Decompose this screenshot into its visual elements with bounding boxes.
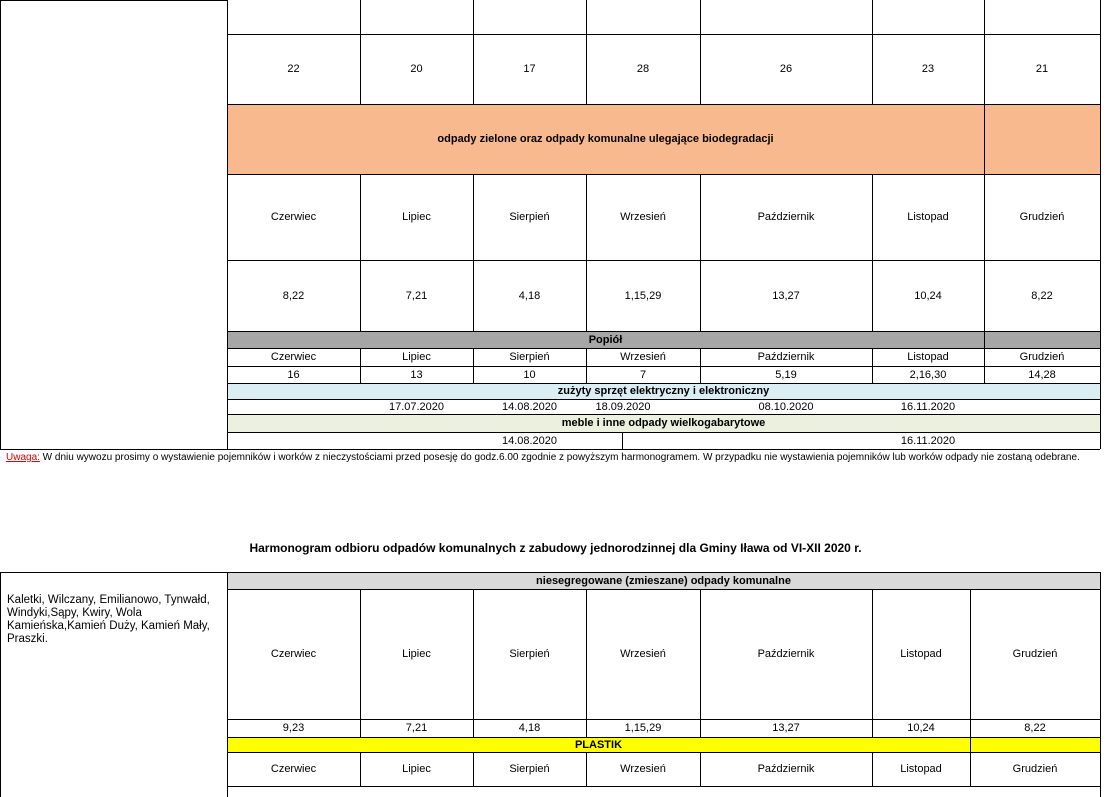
grid-line [473, 348, 474, 383]
month-cell: Czerwiec [270, 211, 317, 223]
furniture-header: meble i inne odpady wielkogabarytowe [561, 417, 766, 429]
electronics-date: 08.10.2020 [758, 400, 814, 413]
grid-line [473, 0, 474, 104]
grid-line [227, 104, 1100, 105]
ash-date: 10 [523, 368, 536, 381]
top-row-cell: 28 [636, 63, 650, 75]
grid-line [970, 752, 971, 786]
grid-line [984, 104, 985, 174]
ash-header: Popiół [588, 333, 623, 346]
grid-line [700, 752, 701, 786]
month-cell: Listopad [900, 763, 942, 775]
electronics-date: 16.11.2020 [900, 400, 956, 413]
grid-line [970, 737, 971, 752]
mixed-date: 8,22 [1024, 722, 1046, 734]
mixed-header: niesegregowane (zmieszane) odpady komunalne [536, 574, 791, 587]
grid-line [360, 348, 361, 383]
month-cell: Lipiec [402, 351, 431, 363]
mixed-date: 1,15,29 [624, 722, 662, 734]
ash-date: 7 [639, 368, 647, 381]
grid-line [0, 0, 227, 1]
mixed-date: 10,24 [907, 722, 935, 734]
ash-date: 2,16,30 [909, 368, 947, 381]
grid-line [227, 572, 228, 797]
month-cell: Listopad [900, 648, 942, 660]
grid-line [227, 432, 1100, 433]
grid-line [360, 589, 361, 737]
top-row-cell: 21 [1035, 63, 1049, 75]
note-text: W dniu wywozu prosimy o wystawienie pojemników i worków z nieczystościami przed posesję do godz.6.00 zgodnie z powyższym harmonogramem. W przypadku nie wystawienia pojemników lub worków odpady nie zostaną odebrane. [39, 452, 1080, 463]
note-label: Uwaga: [6, 452, 40, 463]
grid-line [227, 366, 1100, 367]
mixed-date: 13,27 [772, 722, 800, 734]
plastic-header: PLASTIK [574, 738, 623, 751]
green-waste-date: 1,15,29 [624, 289, 662, 302]
grid-line [227, 331, 1100, 332]
electronics-date: 14.08.2020 [501, 400, 558, 413]
grid-line [227, 383, 1100, 384]
month-cell: Sierpień [509, 351, 550, 363]
month-cell: Listopad [907, 351, 949, 363]
green-waste-date: 8,22 [282, 289, 305, 302]
grid-line [622, 432, 623, 449]
schedule-title: Harmonogram odbioru odpadów komunalnych z zabudowy jednorodzinnej dla Gminy Iława od VI-XII 2020 r. [249, 541, 862, 555]
plastic-header-band [970, 737, 1100, 752]
grid-line [872, 752, 873, 786]
month-cell: Grudzień [1012, 648, 1058, 660]
electronics-date: 17.07.2020 [388, 400, 445, 413]
month-cell: Październik [757, 351, 815, 363]
grid-line [0, 572, 1100, 573]
furniture-date: 16.11.2020 [900, 434, 956, 447]
grid-line [984, 348, 985, 383]
grid-line [586, 0, 587, 104]
grid-line [0, 0, 1, 449]
grid-line [872, 348, 873, 383]
month-cell: Czerwiec [270, 763, 317, 775]
month-cell: Wrzesień [620, 211, 666, 223]
top-row-cell: 20 [410, 63, 423, 75]
top-row-cell: 22 [287, 63, 300, 75]
grid-line [970, 589, 971, 737]
grid-line [872, 174, 873, 331]
grid-line [227, 0, 228, 449]
grid-line [473, 174, 474, 331]
top-row-cell: 23 [921, 63, 935, 75]
green-waste-date: 7,21 [405, 289, 428, 302]
month-cell: Lipiec [402, 211, 431, 223]
ash-date: 16 [287, 368, 300, 381]
grid-line [700, 589, 701, 737]
month-cell: Grudzień [1019, 211, 1065, 223]
grid-line [586, 348, 587, 383]
furniture-date: 14.08.2020 [501, 434, 558, 447]
month-cell: Lipiec [402, 648, 431, 660]
grid-line [984, 0, 985, 104]
month-cell: Wrzesień [620, 351, 666, 363]
month-cell: Grudzień [1012, 763, 1058, 775]
grid-line [0, 449, 1100, 450]
month-cell: Październik [757, 763, 815, 775]
month-cell: Wrzesień [620, 648, 666, 660]
grid-line [984, 331, 985, 348]
electronics-header: zużyty sprzęt elektryczny i elektroniczny [557, 385, 770, 397]
grid-line [586, 589, 587, 737]
green-waste-date: 8,22 [1031, 289, 1053, 302]
green-waste-date: 13,27 [772, 289, 800, 302]
grid-line [0, 572, 1, 797]
month-cell: Grudzień [1019, 351, 1065, 363]
mixed-date: 9,23 [282, 722, 305, 734]
grid-line [700, 348, 701, 383]
electronics-date: 18.09.2020 [595, 400, 651, 413]
grid-line [872, 589, 873, 737]
ash-date: 13 [410, 368, 423, 381]
grid-line [700, 0, 701, 104]
month-cell: Listopad [907, 211, 949, 223]
grid-line [227, 414, 1100, 415]
grid-line [360, 752, 361, 786]
grid-line [984, 174, 985, 331]
grid-line [586, 174, 587, 331]
grid-line [227, 786, 1100, 787]
mixed-date: 4,18 [518, 722, 541, 734]
green-waste-header: odpady zielone oraz odpady komunalne ulegające biodegradacji [437, 133, 774, 145]
grid-line [1100, 0, 1101, 449]
month-cell: Czerwiec [270, 648, 317, 660]
ash-date: 14,28 [1028, 368, 1056, 381]
note [6, 452, 1101, 464]
grid-line [227, 399, 1100, 400]
grid-line [473, 589, 474, 737]
green-waste-date: 4,18 [518, 289, 541, 302]
month-cell: Październik [757, 211, 815, 223]
grid-line [1100, 572, 1101, 797]
grid-line [700, 174, 701, 331]
month-cell: Sierpień [509, 763, 550, 775]
green-waste-header-band [984, 104, 1100, 174]
grid-line [227, 174, 1100, 175]
grid-line [227, 34, 1100, 35]
month-cell: Sierpień [509, 211, 550, 223]
grid-line [360, 0, 361, 104]
green-waste-date: 10,24 [914, 289, 942, 302]
grid-line [586, 752, 587, 786]
month-cell: Czerwiec [270, 351, 317, 363]
month-cell: Sierpień [509, 648, 550, 660]
grid-line [227, 260, 1100, 261]
grid-line [227, 348, 1100, 349]
mixed-date: 7,21 [405, 722, 428, 734]
month-cell: Lipiec [402, 763, 431, 775]
ash-date: 5,19 [775, 368, 797, 381]
month-cell: Wrzesień [620, 763, 666, 775]
grid-line [473, 752, 474, 786]
top-row-cell: 17 [523, 63, 536, 75]
month-cell: Październik [757, 648, 815, 660]
grid-line [872, 0, 873, 104]
top-row-cell: 26 [779, 63, 793, 75]
villages-list: Kaletki, Wilczany, Emilianowo, Tynwałd, Windyki,Sąpy, Kwiry, Wola Kamieńska,Kamień Duży, Kamień Mały, Praszki. [7, 594, 210, 645]
grid-line [360, 174, 361, 331]
